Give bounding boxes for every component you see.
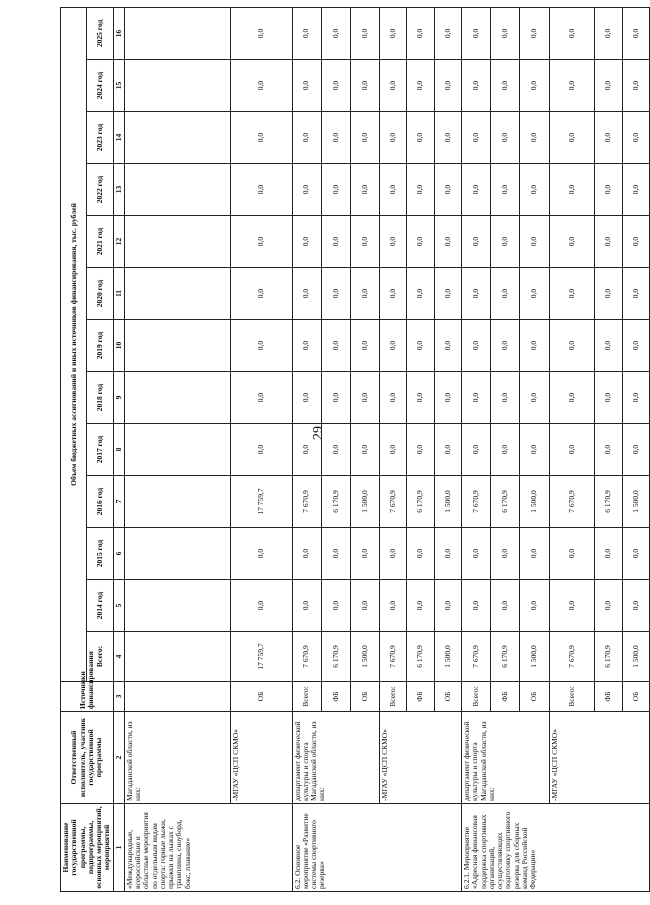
value-cell: 0,0 — [231, 528, 292, 580]
value-cell: 0,0 — [321, 424, 350, 476]
value-cell: 0,0 — [462, 372, 491, 424]
value-cell: 0,0 — [407, 7, 434, 59]
value-cell — [124, 60, 230, 112]
value-cell: 0,0 — [321, 268, 350, 320]
value-cell: 0,0 — [491, 112, 520, 164]
table-row — [231, 7, 292, 891]
value-cell: 0,0 — [292, 216, 321, 268]
value-cell: 0,0 — [491, 528, 520, 580]
value-cell: 0,0 — [321, 216, 350, 268]
block-c-executor: -МГАУ «ЦСП СКМО» — [549, 712, 649, 804]
source-cell: ОБ — [231, 682, 292, 712]
column-index: 14 — [113, 112, 124, 164]
value-cell: 0,0 — [622, 112, 649, 164]
source-cell: Всего: — [462, 682, 491, 712]
index-row — [113, 7, 124, 891]
value-cell: 0,0 — [380, 112, 407, 164]
header-year: 2021 год — [87, 216, 113, 268]
value-cell: 0,0 — [407, 112, 434, 164]
value-cell: 0,0 — [462, 112, 491, 164]
source-cell: ОБ — [350, 682, 379, 712]
table-row — [549, 7, 595, 891]
value-cell: 0,0 — [380, 580, 407, 632]
value-cell: 7 670,9 — [462, 632, 491, 682]
block-b-name: 6.2. Основное мероприятие «Развитие системы спортивного резерва» — [292, 804, 462, 892]
value-cell: 17 759,7 — [231, 632, 292, 682]
value-cell: 0,0 — [350, 164, 379, 216]
value-cell: 1 500,0 — [350, 476, 379, 528]
column-index: 5 — [113, 580, 124, 632]
value-cell: 0,0 — [292, 320, 321, 372]
value-cell: 0,0 — [549, 112, 595, 164]
value-cell: 0,0 — [520, 372, 549, 424]
value-cell — [124, 372, 230, 424]
value-cell: 0,0 — [622, 164, 649, 216]
column-index: 9 — [113, 372, 124, 424]
value-cell: 0,0 — [491, 580, 520, 632]
value-cell: 0,0 — [520, 216, 549, 268]
value-cell: 0,0 — [491, 7, 520, 59]
value-cell: 0,0 — [462, 580, 491, 632]
value-cell: 17 759,7 — [231, 476, 292, 528]
value-cell: 0,0 — [549, 164, 595, 216]
header-year: 2019 год — [87, 320, 113, 372]
column-index: 3 — [113, 682, 124, 712]
block-c-executor-top: департамент физической культуры и спорта Магаданской области, из них: — [462, 712, 550, 804]
value-cell: 0,0 — [491, 216, 520, 268]
source-cell — [124, 682, 230, 712]
value-cell: 0,0 — [350, 580, 379, 632]
value-cell: 7 670,9 — [292, 476, 321, 528]
header-executor: Ответственный исполнитель, участник государственной программы — [61, 712, 114, 804]
value-cell: 0,0 — [595, 112, 622, 164]
value-cell: 0,0 — [434, 112, 461, 164]
value-cell — [124, 164, 230, 216]
value-cell: 0,0 — [380, 320, 407, 372]
value-cell: 0,0 — [520, 7, 549, 59]
value-cell: 0,0 — [434, 424, 461, 476]
header-year: 2024 год — [87, 60, 113, 112]
header-year: 2017 год — [87, 424, 113, 476]
table-row — [462, 7, 491, 891]
header-total: Всего: — [87, 632, 113, 682]
value-cell: 0,0 — [231, 164, 292, 216]
value-cell: 0,0 — [434, 60, 461, 112]
value-cell: 0,0 — [350, 320, 379, 372]
block-c-name: 6.2.1. Мероприятие «Адресная финансовая поддержка спортивных организаций, осуществляющих подготовку спортивного резерва для сборных команд Российской Федерации» — [462, 804, 650, 892]
source-cell: Всего: — [292, 682, 321, 712]
header-year: 2022 год — [87, 164, 113, 216]
funding-table — [60, 7, 650, 892]
column-index: 11 — [113, 268, 124, 320]
value-cell: 0,0 — [321, 112, 350, 164]
value-cell — [124, 268, 230, 320]
value-cell: 7 670,9 — [380, 476, 407, 528]
value-cell: 0,0 — [491, 424, 520, 476]
value-cell: 0,0 — [350, 372, 379, 424]
value-cell: 0,0 — [407, 580, 434, 632]
value-cell: 0,0 — [350, 528, 379, 580]
value-cell: 0,0 — [292, 164, 321, 216]
value-cell: 0,0 — [462, 424, 491, 476]
value-cell: 0,0 — [491, 268, 520, 320]
value-cell: 0,0 — [622, 216, 649, 268]
value-cell: 0,0 — [350, 7, 379, 59]
value-cell: 6 170,9 — [407, 476, 434, 528]
value-cell: 0,0 — [595, 60, 622, 112]
value-cell: 0,0 — [407, 372, 434, 424]
value-cell: 0,0 — [321, 528, 350, 580]
value-cell: 0,0 — [321, 60, 350, 112]
value-cell: 0,0 — [380, 7, 407, 59]
value-cell: 0,0 — [549, 528, 595, 580]
value-cell: 0,0 — [407, 320, 434, 372]
value-cell: 6 170,9 — [321, 476, 350, 528]
value-cell: 0,0 — [520, 60, 549, 112]
value-cell: 0,0 — [292, 112, 321, 164]
header-year: 2015 год — [87, 528, 113, 580]
value-cell: 6 170,9 — [491, 476, 520, 528]
value-cell: 0,0 — [595, 268, 622, 320]
header-row-1 — [61, 7, 87, 891]
header-funding-group: Объем бюджетных ассигнований и иных источников финансирования, тыс. рублей — [61, 7, 87, 681]
value-cell: 0,0 — [549, 216, 595, 268]
block-b-executor: -МГАУ «ЦСП СКМО» — [380, 712, 462, 804]
value-cell: 1 500,0 — [520, 476, 549, 528]
value-cell: 0,0 — [549, 268, 595, 320]
value-cell: 0,0 — [380, 60, 407, 112]
page-number: 29 — [311, 426, 326, 440]
value-cell: 0,0 — [491, 372, 520, 424]
value-cell: 0,0 — [549, 424, 595, 476]
value-cell: 0,0 — [350, 424, 379, 476]
value-cell: 0,0 — [231, 320, 292, 372]
value-cell: 0,0 — [434, 268, 461, 320]
column-index: 15 — [113, 60, 124, 112]
table-row — [380, 7, 407, 891]
value-cell: 1 500,0 — [434, 476, 461, 528]
rotated-table-container — [60, 12, 640, 892]
column-index: 7 — [113, 476, 124, 528]
value-cell: 0,0 — [549, 580, 595, 632]
value-cell: 0,0 — [231, 112, 292, 164]
value-cell: 0,0 — [491, 60, 520, 112]
value-cell — [124, 580, 230, 632]
value-cell: 0,0 — [520, 112, 549, 164]
value-cell: 0,0 — [350, 60, 379, 112]
source-cell: ОБ — [622, 682, 649, 712]
table-row — [124, 7, 230, 891]
value-cell: 0,0 — [321, 580, 350, 632]
value-cell: 0,0 — [434, 580, 461, 632]
value-cell: 0,0 — [407, 424, 434, 476]
value-cell: 0,0 — [595, 320, 622, 372]
value-cell: 1 500,0 — [434, 632, 461, 682]
source-cell: Всего: — [380, 682, 407, 712]
value-cell: 0,0 — [520, 528, 549, 580]
value-cell: 0,0 — [595, 424, 622, 476]
value-cell: 0,0 — [231, 268, 292, 320]
value-cell: 0,0 — [434, 372, 461, 424]
value-cell: 0,0 — [321, 7, 350, 59]
value-cell: 0,0 — [231, 372, 292, 424]
column-index: 6 — [113, 528, 124, 580]
value-cell — [124, 216, 230, 268]
block-a-executor: -МГАУ «ЦСП СКМО» — [231, 712, 292, 804]
value-cell: 0,0 — [292, 372, 321, 424]
header-year: 2020 год — [87, 268, 113, 320]
value-cell: 0,0 — [462, 528, 491, 580]
value-cell: 0,0 — [407, 216, 434, 268]
value-cell: 7 670,9 — [462, 476, 491, 528]
value-cell: 0,0 — [462, 164, 491, 216]
value-cell: 0,0 — [407, 60, 434, 112]
value-cell: 0,0 — [407, 268, 434, 320]
header-source: Источники финансирования — [61, 682, 114, 712]
value-cell: 0,0 — [380, 528, 407, 580]
value-cell: 0,0 — [321, 320, 350, 372]
column-index: 10 — [113, 320, 124, 372]
value-cell: 0,0 — [231, 7, 292, 59]
value-cell: 0,0 — [595, 372, 622, 424]
value-cell: 0,0 — [434, 216, 461, 268]
value-cell: 0,0 — [434, 7, 461, 59]
value-cell: 0,0 — [321, 372, 350, 424]
value-cell: 0,0 — [462, 320, 491, 372]
value-cell: 0,0 — [549, 320, 595, 372]
header-year: 2025 год — [87, 7, 113, 59]
table-row — [292, 7, 321, 891]
source-cell: ФБ — [491, 682, 520, 712]
value-cell: 7 670,9 — [380, 632, 407, 682]
value-cell — [124, 7, 230, 59]
value-cell: 0,0 — [622, 7, 649, 59]
value-cell: 1 500,0 — [622, 476, 649, 528]
value-cell: 1 500,0 — [622, 632, 649, 682]
block-a-name: «Международные, всероссийские и областные мероприятия по отдельным видам спорта: горные лыжи, прыжки на лыжах с трамплина, сноуборд, бокс, плавание» — [124, 804, 292, 892]
value-cell: 0,0 — [462, 216, 491, 268]
value-cell: 0,0 — [462, 60, 491, 112]
value-cell — [124, 476, 230, 528]
value-cell: 0,0 — [380, 372, 407, 424]
block-a-executor-top: Магаданской области, из них: — [124, 712, 230, 804]
value-cell: 0,0 — [462, 7, 491, 59]
header-year: 2014 год — [87, 580, 113, 632]
column-index: 13 — [113, 164, 124, 216]
column-index: 12 — [113, 216, 124, 268]
value-cell: 6 170,9 — [407, 632, 434, 682]
value-cell: 0,0 — [622, 320, 649, 372]
value-cell: 0,0 — [292, 7, 321, 59]
value-cell: 0,0 — [434, 164, 461, 216]
value-cell: 0,0 — [549, 7, 595, 59]
value-cell: 0,0 — [292, 60, 321, 112]
value-cell: 6 170,9 — [321, 632, 350, 682]
source-cell: Всего: — [549, 682, 595, 712]
value-cell: 0,0 — [380, 268, 407, 320]
value-cell: 6 170,9 — [595, 476, 622, 528]
value-cell: 0,0 — [622, 424, 649, 476]
value-cell: 0,0 — [595, 580, 622, 632]
value-cell: 7 670,9 — [292, 632, 321, 682]
value-cell: 7 670,9 — [549, 632, 595, 682]
source-cell: ОБ — [434, 682, 461, 712]
value-cell: 0,0 — [434, 528, 461, 580]
value-cell: 0,0 — [549, 60, 595, 112]
value-cell: 6 170,9 — [491, 632, 520, 682]
header-program-name: Наименование государственной программы, подпрограммы, основных мероприятий, мероприятий — [61, 804, 114, 892]
value-cell — [124, 112, 230, 164]
value-cell — [124, 320, 230, 372]
value-cell: 0,0 — [292, 268, 321, 320]
value-cell: 0,0 — [380, 216, 407, 268]
value-cell: 0,0 — [407, 528, 434, 580]
value-cell: 0,0 — [292, 424, 321, 476]
column-index: 16 — [113, 7, 124, 59]
value-cell: 0,0 — [622, 528, 649, 580]
value-cell: 0,0 — [595, 7, 622, 59]
value-cell: 0,0 — [520, 164, 549, 216]
value-cell: 0,0 — [292, 528, 321, 580]
value-cell: 0,0 — [231, 424, 292, 476]
value-cell: 0,0 — [622, 372, 649, 424]
source-cell: ФБ — [595, 682, 622, 712]
value-cell — [124, 632, 230, 682]
source-cell: ОБ — [520, 682, 549, 712]
value-cell: 0,0 — [231, 216, 292, 268]
value-cell: 0,0 — [491, 320, 520, 372]
value-cell: 0,0 — [407, 164, 434, 216]
header-year: 2023 год — [87, 112, 113, 164]
value-cell — [124, 528, 230, 580]
column-index: 2 — [113, 712, 124, 804]
value-cell: 0,0 — [595, 164, 622, 216]
value-cell: 0,0 — [231, 60, 292, 112]
value-cell: 0,0 — [520, 424, 549, 476]
value-cell: 0,0 — [350, 268, 379, 320]
value-cell: 0,0 — [622, 60, 649, 112]
value-cell: 0,0 — [231, 580, 292, 632]
value-cell: 0,0 — [622, 580, 649, 632]
source-cell: ФБ — [321, 682, 350, 712]
value-cell: 0,0 — [292, 580, 321, 632]
block-b-executor-top: департамент физической культуры и спорта Магаданской области, из них: — [292, 712, 380, 804]
header-year: 2018 год — [87, 372, 113, 424]
value-cell: 0,0 — [380, 424, 407, 476]
value-cell: 0,0 — [380, 164, 407, 216]
value-cell: 0,0 — [622, 268, 649, 320]
value-cell: 0,0 — [350, 112, 379, 164]
value-cell: 0,0 — [549, 372, 595, 424]
value-cell: 0,0 — [491, 164, 520, 216]
header-year: 2016 год — [87, 476, 113, 528]
value-cell: 7 670,9 — [549, 476, 595, 528]
value-cell: 1 500,0 — [350, 632, 379, 682]
column-index: 4 — [113, 632, 124, 682]
value-cell: 0,0 — [350, 216, 379, 268]
value-cell: 6 170,9 — [595, 632, 622, 682]
value-cell: 0,0 — [520, 268, 549, 320]
value-cell: 0,0 — [462, 268, 491, 320]
value-cell: 0,0 — [321, 164, 350, 216]
value-cell: 0,0 — [434, 320, 461, 372]
column-index: 1 — [113, 804, 124, 892]
value-cell: 0,0 — [595, 528, 622, 580]
source-cell: ФБ — [407, 682, 434, 712]
value-cell: 0,0 — [520, 320, 549, 372]
value-cell: 0,0 — [520, 580, 549, 632]
value-cell: 0,0 — [595, 216, 622, 268]
value-cell — [124, 424, 230, 476]
column-index: 8 — [113, 424, 124, 476]
value-cell: 1 500,0 — [520, 632, 549, 682]
